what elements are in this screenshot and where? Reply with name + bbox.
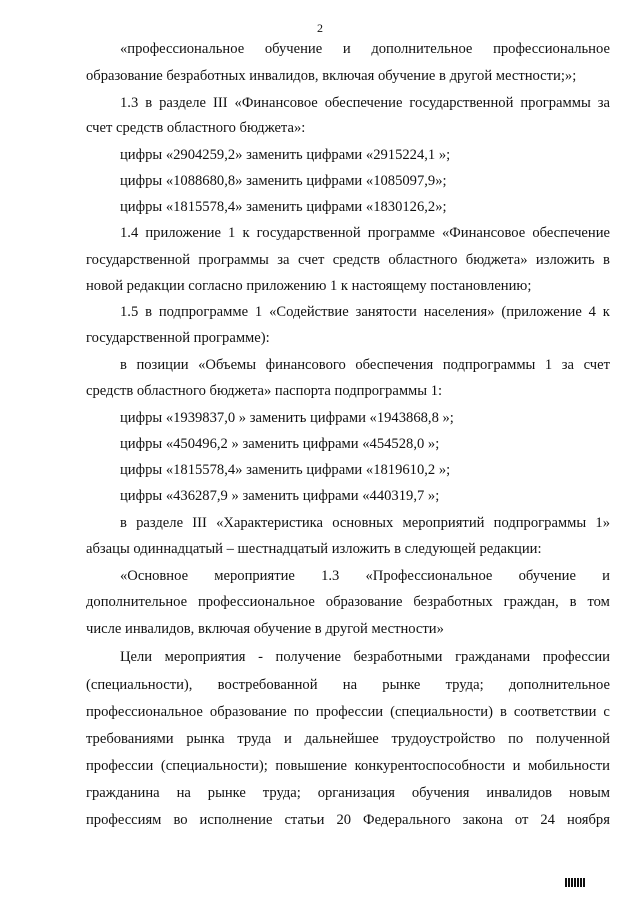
paragraph-line: средств областного бюджета» паспорта подпрограммы 1: (86, 383, 443, 399)
word: в (145, 95, 153, 111)
word: к (602, 304, 610, 320)
word: к (242, 225, 250, 241)
paragraph-line: счет средств областного бюджета»: (86, 120, 306, 136)
word: разделе (159, 95, 207, 111)
word: 1.3 (321, 568, 340, 584)
paragraph-line (120, 647, 610, 667)
word: подпрограмме (158, 304, 249, 320)
word: в (145, 304, 152, 320)
word: обеспечение (532, 225, 610, 241)
word: гражданами (455, 649, 531, 665)
word: обеспечения (355, 357, 434, 373)
paragraph-line: цифры «1815578,4» заменить цифрами «1819610,2 »; (120, 462, 451, 478)
word: 20 (336, 812, 352, 828)
word: позиции (136, 357, 189, 373)
paragraph-line (86, 675, 610, 695)
word: - (258, 649, 263, 665)
paragraph-line (86, 729, 610, 749)
word: мероприятие (214, 568, 295, 584)
paragraph-line (86, 250, 610, 270)
word: финансового (265, 357, 346, 373)
paragraph-line: новой редакции согласно приложению 1 к настоящему постановлению; (86, 278, 532, 294)
word: 1» (595, 515, 610, 531)
paragraph-line (86, 592, 610, 612)
word: 1.5 (120, 304, 139, 320)
word: 1.3 (120, 95, 139, 111)
word: мероприятий (402, 515, 485, 531)
word: повышение (275, 758, 348, 774)
word: полученной (535, 731, 610, 747)
paragraph-line (120, 223, 610, 243)
paragraph-line (120, 355, 610, 375)
word: программы (520, 95, 591, 111)
word: организация (317, 785, 395, 801)
paragraph-line: государственной программе): (86, 330, 270, 346)
word: 4 (588, 304, 596, 320)
paragraph-line (120, 302, 610, 322)
paragraph-line: цифры «2904259,2» заменить цифрами «2915224,1 »; (120, 147, 451, 163)
paragraph-line (120, 566, 610, 586)
paragraph-line (86, 810, 610, 830)
scan-barcode-mark (565, 878, 585, 887)
word: счет (583, 357, 610, 373)
word: и (283, 731, 292, 747)
word: трудоустройство (391, 731, 496, 747)
word: на (342, 677, 358, 693)
word: во (173, 812, 188, 828)
word: государственной (86, 252, 191, 268)
word: 1 (544, 357, 553, 373)
word: III (192, 515, 207, 531)
word: с (603, 704, 610, 720)
word: профессии (542, 649, 610, 665)
word: «Содействие (269, 304, 349, 320)
word: дополнительное (86, 594, 188, 610)
word: счет (297, 252, 325, 268)
word: Цели (120, 649, 153, 665)
word: обучения (411, 785, 470, 801)
word: по (508, 731, 524, 747)
paragraph-line (86, 756, 610, 776)
word: исполнение (199, 812, 273, 828)
paragraph-line (86, 783, 610, 803)
word: населения» (423, 304, 495, 320)
word: III (212, 95, 228, 111)
paragraph-line (120, 93, 610, 113)
word: 1 (228, 225, 236, 241)
word: областного (388, 252, 458, 268)
word: образование (325, 594, 403, 610)
word: за (597, 95, 610, 111)
word: труда; (445, 677, 484, 693)
word: обучение (264, 41, 323, 57)
word: рынка (186, 731, 225, 747)
word: получение (275, 649, 341, 665)
word: ноября (566, 812, 610, 828)
word: труда (237, 731, 272, 747)
word: в (499, 704, 507, 720)
word: (специальности) (390, 704, 493, 720)
word: 1.4 (120, 225, 139, 241)
word: от (514, 812, 529, 828)
word: за (561, 357, 575, 373)
word: государственной (409, 95, 514, 111)
word: закона (462, 812, 503, 828)
word: бюджета» (465, 252, 528, 268)
word: занятости (355, 304, 417, 320)
word: (приложение (501, 304, 582, 320)
word: профессиональное (493, 41, 610, 57)
paragraph-line: образование безработных инвалидов, включая обучение в другой местности;»; (86, 68, 577, 84)
word: (специальности); (160, 758, 268, 774)
paragraph-line: числе инвалидов, включая обучение в другой местности» (86, 621, 444, 637)
paragraph-line: цифры «450496,2 » заменить цифрами «454528,0 »; (120, 436, 440, 452)
word: соответствии (513, 704, 597, 720)
paragraph-line: цифры «1088680,8» заменить цифрами «1085097,9»; (120, 173, 447, 189)
word: (специальности), (86, 677, 193, 693)
word: новым (568, 785, 610, 801)
word: по (293, 704, 309, 720)
word: мобильности (528, 758, 610, 774)
word: «Профессиональное (365, 568, 493, 584)
word: рынке (207, 785, 246, 801)
paragraph-line (120, 513, 610, 533)
word: на (176, 785, 191, 801)
word: подпрограммы (442, 357, 536, 373)
word: мероприятия (164, 649, 246, 665)
word: в (603, 252, 610, 268)
word: 24 (540, 812, 555, 828)
word: профессиональное (198, 594, 315, 610)
word: инвалидов (486, 785, 553, 801)
word: «Основное (120, 568, 189, 584)
word: изложить (535, 252, 595, 268)
word: дополнительное (371, 41, 473, 57)
word: требованиями (86, 731, 174, 747)
word: Федерального (363, 812, 451, 828)
word: в (120, 357, 127, 373)
word: профессии (315, 704, 384, 720)
paragraph-line: цифры «1815578,4» заменить цифрами «1830126,2»; (120, 199, 447, 215)
word: том (587, 594, 610, 610)
word: безработных (413, 594, 493, 610)
word: программе (367, 225, 435, 241)
word: профессиональное (86, 704, 203, 720)
word: образование (209, 704, 287, 720)
word: труда; (262, 785, 301, 801)
word: дальнейшее (304, 731, 379, 747)
paragraph-line: абзацы одиннадцатый – шестнадцатый изложить в следующей редакции: (86, 541, 542, 557)
word: программы (198, 252, 269, 268)
word: и (602, 568, 610, 584)
word: основных (332, 515, 394, 531)
word: «Финансовое (441, 225, 526, 241)
word: «Объемы (198, 357, 257, 373)
word: рынке (382, 677, 421, 693)
word: конкурентоспособности (354, 758, 506, 774)
word: «Характеристика (216, 515, 324, 531)
paragraph-line (86, 702, 610, 722)
word: безработными (353, 649, 443, 665)
word: в (569, 594, 577, 610)
word: «профессиональное (120, 41, 245, 57)
word: обучение (518, 568, 576, 584)
word: «Финансовое (234, 95, 318, 111)
word: обеспечение (324, 95, 403, 111)
word: средств (332, 252, 380, 268)
word: 1 (254, 304, 263, 320)
word: востребованной (217, 677, 318, 693)
word: и (342, 41, 351, 57)
paragraph-line (120, 39, 610, 59)
word: профессиям (86, 812, 162, 828)
word: за (277, 252, 290, 268)
word: профессии (86, 758, 154, 774)
word: и (512, 758, 521, 774)
paragraph-line: цифры «1939837,0 » заменить цифрами «1943868,8 »; (120, 410, 454, 426)
word: граждан, (503, 594, 559, 610)
word: дополнительное (508, 677, 610, 693)
word: в (120, 515, 127, 531)
word: статьи (284, 812, 325, 828)
word: разделе (136, 515, 184, 531)
paragraph-line: цифры «436287,9 » заменить цифрами «440319,7 »; (120, 488, 440, 504)
page-number: 2 (317, 21, 323, 35)
word: подпрограммы (493, 515, 587, 531)
word: государственной (256, 225, 361, 241)
word: гражданина (86, 785, 160, 801)
word: приложение (145, 225, 221, 241)
